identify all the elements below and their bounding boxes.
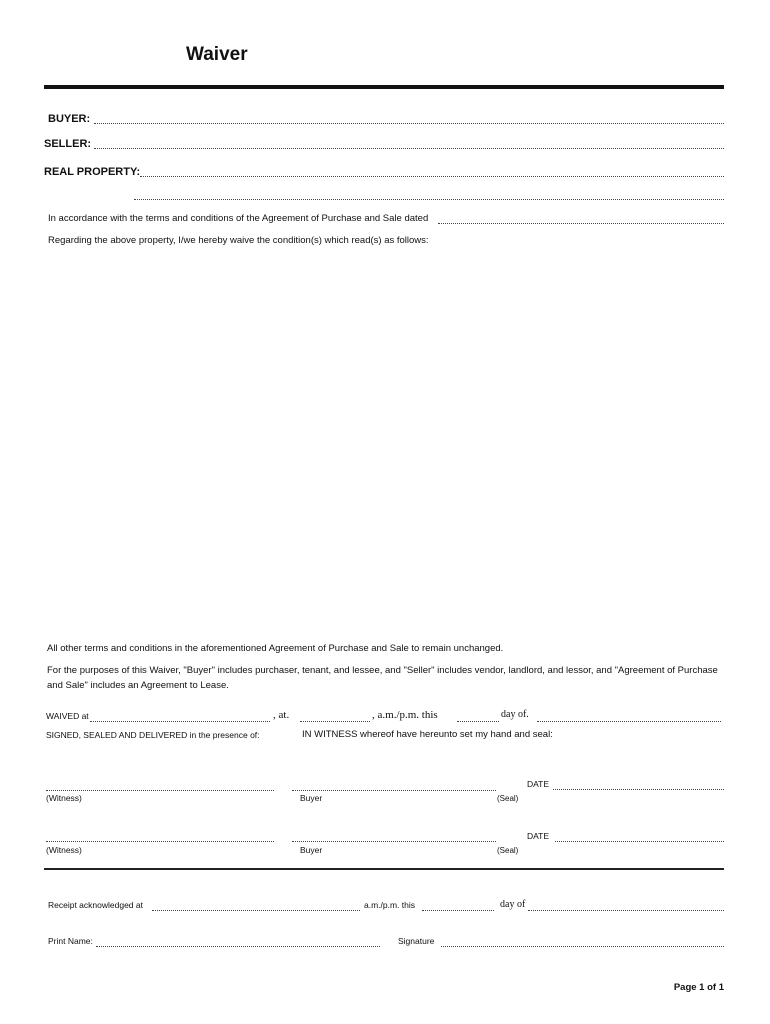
waived-at-field[interactable] xyxy=(90,711,270,722)
receipt-signature-field[interactable] xyxy=(441,936,724,947)
print-name-label: Print Name: xyxy=(48,936,93,946)
seal-1-label: (Seal) xyxy=(497,794,519,803)
seller-field[interactable] xyxy=(94,138,724,149)
receipt-month-field[interactable] xyxy=(528,900,724,911)
witness-2-label: (Witness) xyxy=(46,845,82,855)
witness-1-signature-field[interactable] xyxy=(46,780,274,791)
page-number: Page 1 of 1 xyxy=(673,982,724,993)
real-property-field-line2[interactable] xyxy=(134,189,724,200)
page-title: Waiver xyxy=(186,44,248,65)
witness-1-label: (Witness) xyxy=(46,793,82,803)
title-divider xyxy=(44,85,724,89)
seller-label: SELLER: xyxy=(44,138,92,150)
in-witness-text: IN WITNESS whereof have hereunto set my hand and seal: xyxy=(302,729,553,740)
buyer-field[interactable] xyxy=(94,113,724,124)
date-2-label: DATE xyxy=(527,831,550,841)
receipt-divider xyxy=(44,868,724,870)
waived-day-field[interactable] xyxy=(457,711,499,722)
buyer-2-label: Buyer xyxy=(300,845,323,855)
receipt-day-of-label: day of xyxy=(500,899,526,910)
signed-sealed-text: SIGNED, SEALED AND DELIVERED in the presence of: xyxy=(46,730,260,740)
signature-label: Signature xyxy=(398,936,435,946)
receipt-ampm-label: a.m./p.m. this xyxy=(364,900,416,910)
date-2-field[interactable] xyxy=(555,831,724,842)
unchanged-terms-text: All other terms and conditions in the aforementioned Agreement of Purchase and Sale to remain unchanged. xyxy=(47,643,504,654)
receipt-acknowledged-label: Receipt acknowledged at xyxy=(48,900,143,910)
receipt-day-field[interactable] xyxy=(422,900,494,911)
receipt-place-field[interactable] xyxy=(152,900,360,911)
waive-conditions-text: Regarding the above property, I/we hereby waive the condition(s) which read(s) as follows: xyxy=(48,235,429,246)
seal-2-label: (Seal) xyxy=(497,846,519,855)
date-1-label: DATE xyxy=(527,779,550,789)
real-property-field[interactable] xyxy=(140,166,724,177)
agreement-date-field[interactable] xyxy=(438,213,724,224)
print-name-field[interactable] xyxy=(96,936,380,947)
buyer-2-signature-field[interactable] xyxy=(292,831,496,842)
witness-2-signature-field[interactable] xyxy=(46,831,274,842)
day-of-label: day of. xyxy=(501,709,529,720)
definitions-text: For the purposes of this Waiver, "Buyer" includes purchaser, tenant, and lessee, and "Seller" includes vendor, landlord, and lessor, and "Agreement of Purchase and Sale" includes an Agreement to Lease. xyxy=(47,665,718,691)
at-label: , at. xyxy=(273,709,290,721)
conditions-text-area[interactable] xyxy=(44,255,724,630)
ampm-this-label: , a.m./p.m. this xyxy=(372,709,438,721)
waived-month-field[interactable] xyxy=(537,711,721,722)
real-property-label: REAL PROPERTY: xyxy=(44,166,141,178)
buyer-label: BUYER: xyxy=(48,113,91,125)
waived-time-field[interactable] xyxy=(300,711,370,722)
date-1-field[interactable] xyxy=(553,779,724,790)
buyer-1-label: Buyer xyxy=(300,793,323,803)
buyer-1-signature-field[interactable] xyxy=(292,780,496,791)
agreement-dated-text: In accordance with the terms and conditions of the Agreement of Purchase and Sale dated xyxy=(48,213,429,224)
waived-at-label: WAIVED at xyxy=(46,711,89,721)
